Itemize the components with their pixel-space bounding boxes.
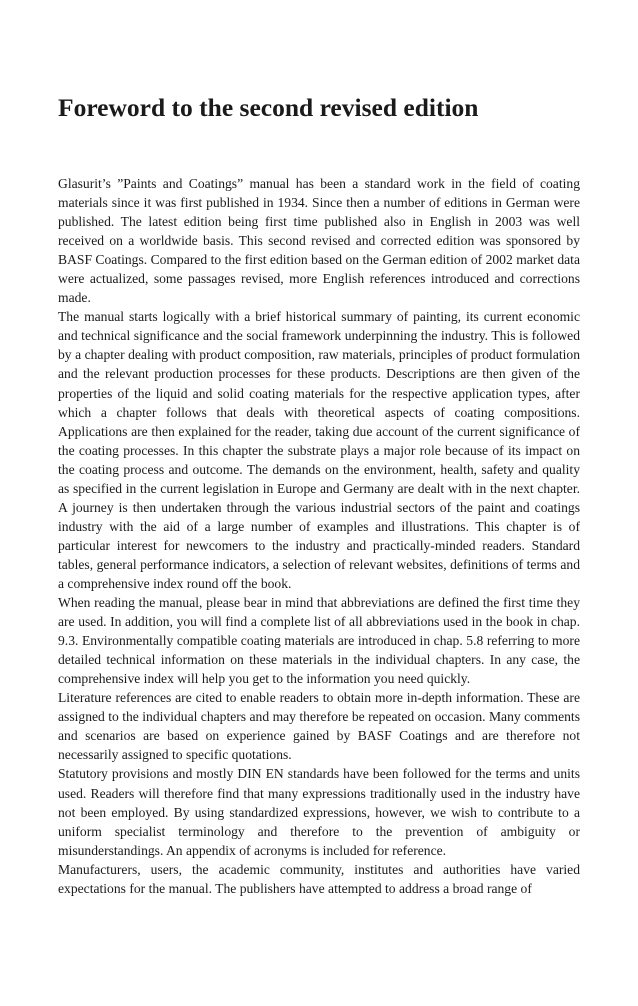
document-page xyxy=(58,92,580,898)
paragraph-intro: Glasurit’s ”Paints and Coatings” manual has been a standard work in the field of coating materials since it was first published in 1934. Since then a number of editions in German were published. The latest edition being first time published also in English in 2003 was well received on a worldwide basis. This second revised and corrected edition was sponsored by BASF Coatings. Compared to the first edition based on the German edition of 2002 market data were actualized, some passages revised, more English references introduced and corrections made. xyxy=(58,176,580,306)
paragraph-expectations: Manufacturers, users, the academic community, institutes and authorities have varied expectations for the manual. The publishers have attempted to address a broad range of xyxy=(58,861,580,896)
paragraph-standards: Statutory provisions and mostly DIN EN standards have been followed for the terms and units used. Readers will therefore find that many expressions traditionally used in the industry have not been employed. By using standardized expressions, however, we wish to contribute to a uniform specialist terminology and therefore to the prevention of ambiguity or misunderstandings. An appendix of acronyms is included for reference. xyxy=(58,766,580,858)
paragraph-abbreviations: When reading the manual, please bear in mind that abbreviations are defined the first time they are used. In addition, you will find a complete list of all abbreviations used in the book in chap. 9.3. Environmentally compatible coating materials are introduced in chap. 5.8 referring to more detailed technical information on these materials in the individual chapters. In any case, the comprehensive index will help you get to the information you need quickly. xyxy=(58,595,580,687)
foreword-body xyxy=(58,174,580,898)
page-title: Foreword to the second revised edition xyxy=(58,93,479,122)
paragraph-structure: The manual starts logically with a brief historical summary of painting, its current economic and technical significance and the social framework underpinning the industry. This is followed by a chapter dealing with product composition, raw materials, principles of product formulation and the relevant production processes for these products. Descriptions are then given of the properties of the liquid and solid coating materials for the respective application types, after which a chapter follows that deals with theoretical aspects of coating compositions. Applications are then explained for the reader, taking due account of the current significance of the coating processes. In this chapter the substrate plays a major role because of its impact on the coating process and outcome. The demands on the environment, health, safety and quality as specified in the current legislation in Europe and Germany are dealt with in the next chapter. A journey is then undertaken through the various industrial sectors of the paint and coatings industry with the aid of a large number of examples and illustrations. This chapter is of particular interest for newcomers to the industry and practically-minded readers. Standard tables, general performance indicators, a selection of relevant websites, definitions of terms and a comprehensive index round off the book. xyxy=(58,309,580,591)
paragraph-literature: Literature references are cited to enable readers to obtain more in-depth information. These are assigned to the individual chapters and may therefore be repeated on occasion. Many comments and scenarios are based on experience gained by BASF Coatings and are therefore not necessarily assigned to specific quotations. xyxy=(58,690,580,763)
